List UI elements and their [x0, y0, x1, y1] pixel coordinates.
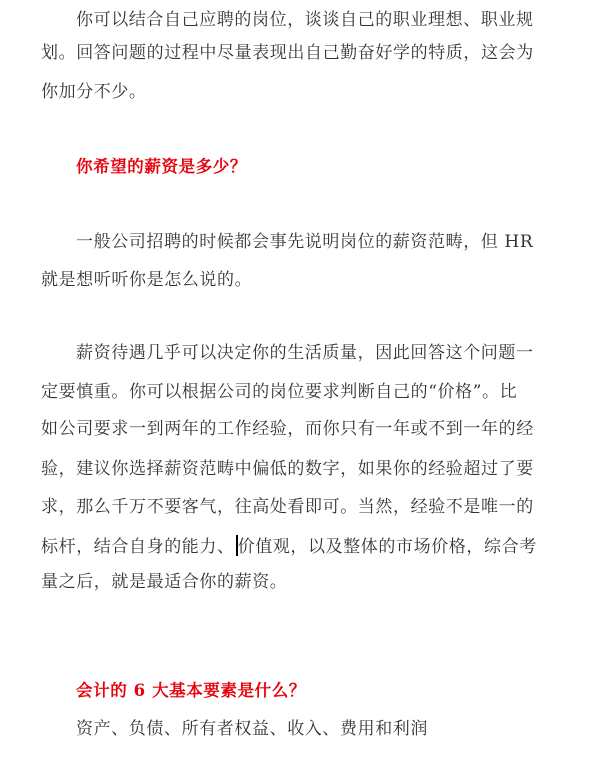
paragraph-line: 量之后，就是最适合你的薪资。: [41, 572, 288, 592]
text-segment: 标杆，结合自身的能力、: [41, 537, 235, 557]
section-heading-salary: 你希望的薪资是多少？: [76, 157, 247, 176]
paragraph-line: 验，建议你选择薪资范畴中偏低的数字，如果你的经验超过了要: [41, 459, 534, 479]
paragraph-line-with-caret[interactable]: [41, 535, 537, 557]
paragraph-line: 定要慎重。你可以根据公司的岗位要求判断自己的“价格”。比: [41, 382, 518, 402]
text-segment: 价值观，以及整体的市场价格，综合考: [237, 537, 537, 557]
paragraph-line: 你可以结合自己应聘的岗位，谈谈自己的职业理想、职业规: [76, 10, 534, 30]
paragraph-line: 划。回答问题的过程中尽量表现出自己勤奋好学的特质，这会为: [41, 43, 534, 63]
paragraph-line: 如公司要求一到两年的工作经验，而你只有一年或不到一年的经: [41, 419, 534, 439]
paragraph-line: 一般公司招聘的时候都会事先说明岗位的薪资范畴，但 HR: [76, 232, 534, 252]
paragraph-line: 你加分不少。: [41, 82, 147, 102]
paragraph-line: 就是想听听你是怎么说的。: [41, 270, 253, 290]
paragraph-line: 薪资待遇几乎可以决定你的生活质量，因此回答这个问题一: [76, 343, 534, 363]
section-heading-accounting: 会计的 6 大基本要素是什么？: [76, 681, 306, 700]
paragraph-line: 求，那么千万不要客气，往高处看即可。当然，经验不是唯一的: [41, 497, 534, 517]
answer-text: 资产、负债、所有者权益、收入、费用和利润: [76, 719, 428, 739]
